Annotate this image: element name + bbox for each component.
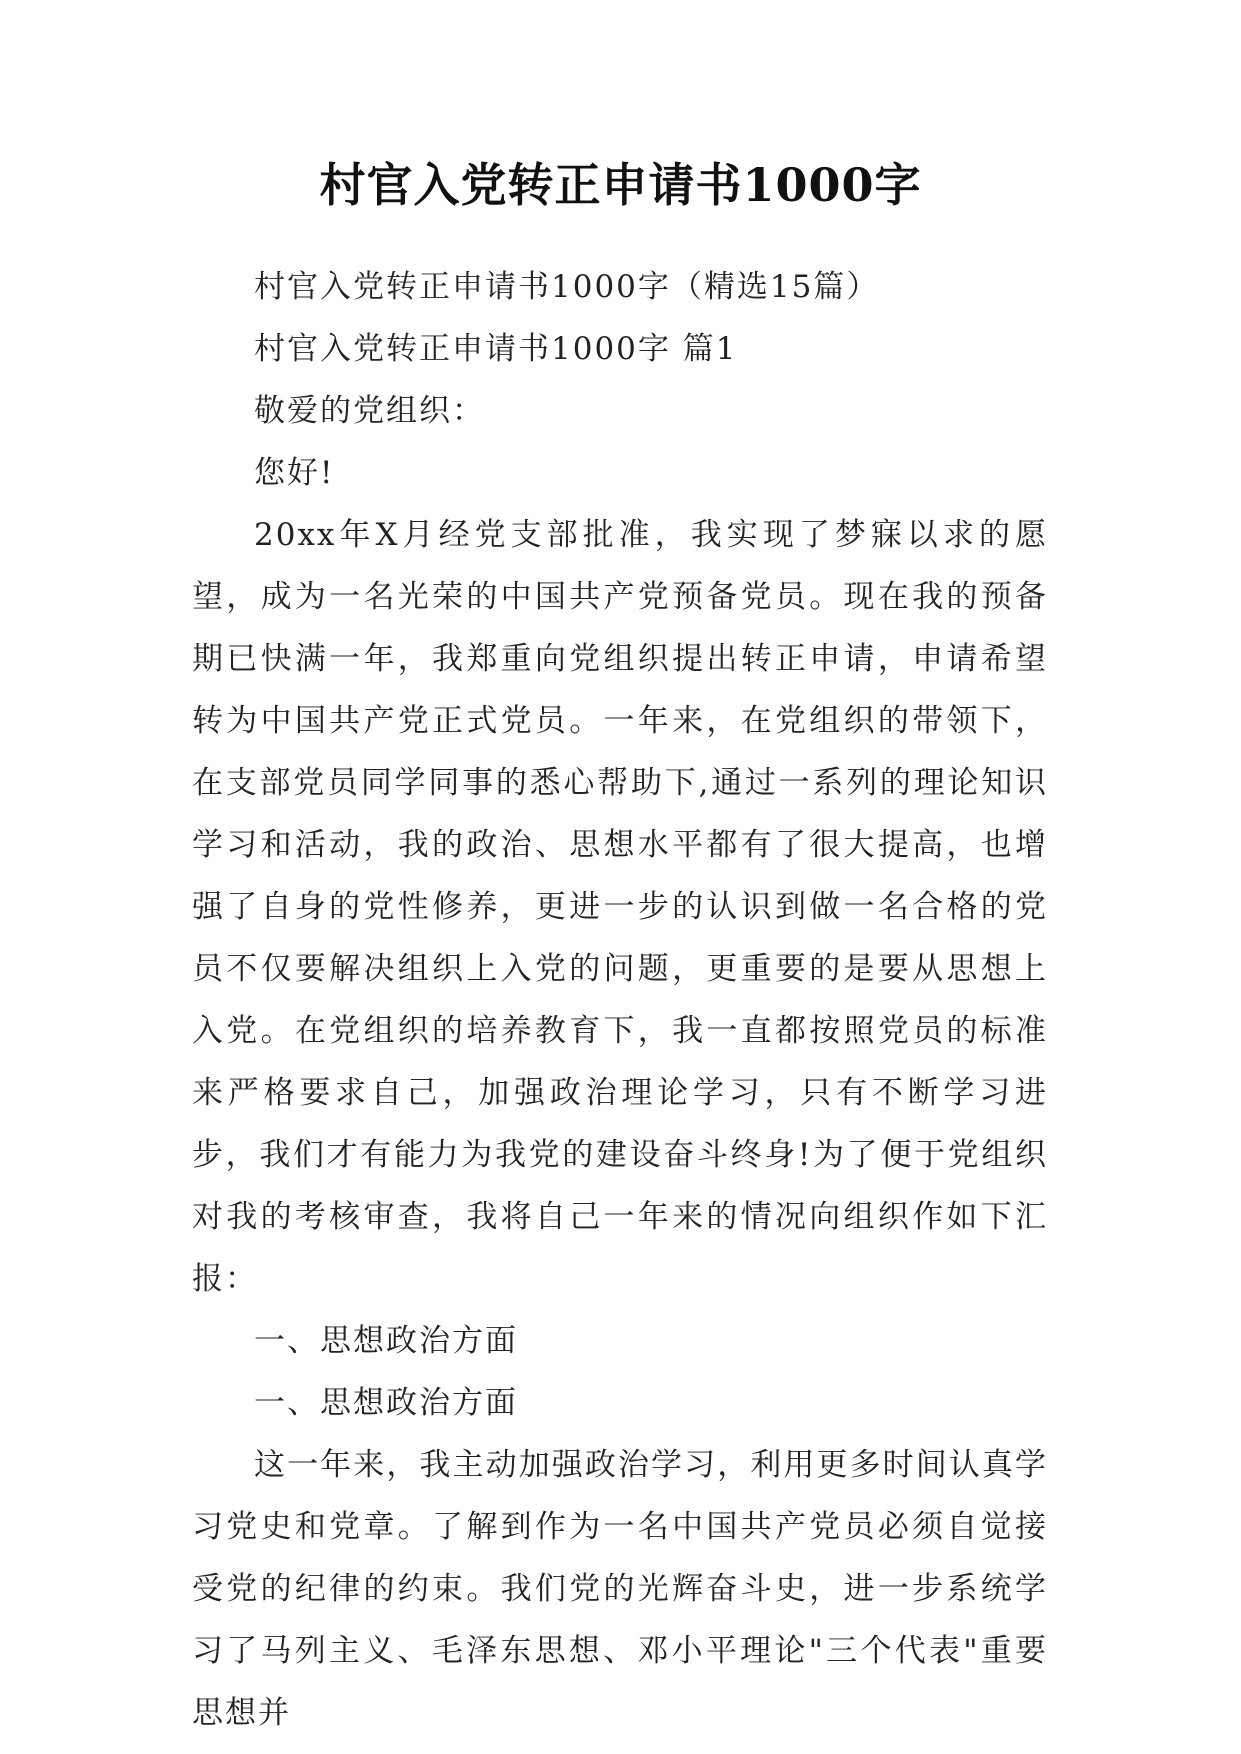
paragraph-greeting: 您好! [254, 455, 335, 491]
paragraph-heading: 一、思想政治方面 [254, 1385, 518, 1421]
paragraph-body: 这一年来，我主动加强政治学习，利用更多时间认真学习党史和党章。了解到作为一名中国共产党员必须自觉接受党的纪律的约束。我们党的光辉奋斗史，进一步系统学习了马列主义、毛泽东思想、邓小平理论"三个代表"重要思想并 [192, 1447, 1048, 1731]
paragraph-section-heading: 村官入党转正申请书1000字 篇1 [254, 331, 738, 367]
document-title: 村官入党转正申请书1000字 [319, 158, 922, 212]
paragraph-salutation: 敬爱的党组织： [254, 393, 485, 429]
document-body [192, 256, 1048, 1744]
paragraph-body: 20xx年X月经党支部批准，我实现了梦寐以求的愿望，成为一名光荣的中国共产党预备党员。现在我的预备期已快满一年，我郑重向党组织提出转正申请，申请希望转为中国共产党正式党员。一年来，在党组织的带领下，在支部党员同学同事的悉心帮助下,通过一系列的理论知识学习和活动，我的政治、思想水平都有了很大提高，也增强了自身的党性修养，更进一步的认识到做一名合格的党员不仅要解决组织上入党的问题，更重要的是要从思想上入党。在党组织的培养教育下，我一直都按照党员的标准来严格要求自己，加强政治理论学习，只有不断学习进步，我们才有能力为我党的建设奋斗终身!为了便于党组织对我的考核审查，我将自己一年来的情况向组织作如下汇报： [192, 517, 1048, 1297]
paragraph-heading: 一、思想政治方面 [254, 1323, 518, 1359]
paragraph-subtitle: 村官入党转正申请书1000字（精选15篇） [254, 269, 880, 305]
